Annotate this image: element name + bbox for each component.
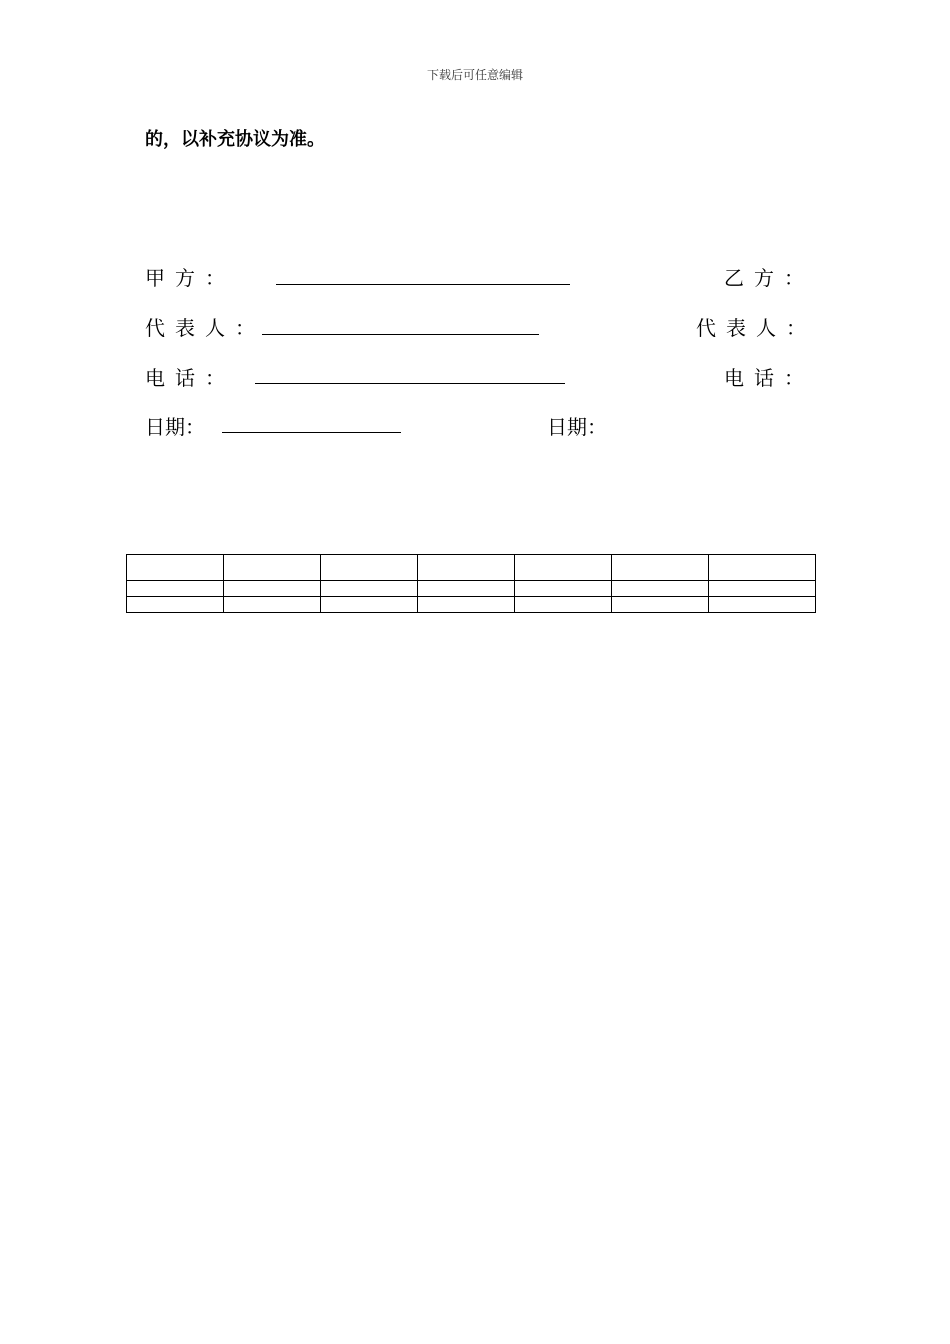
table-cell — [709, 581, 816, 597]
table-row — [127, 581, 816, 597]
table-cell — [418, 581, 515, 597]
party-b-label: 乙方： — [724, 266, 814, 290]
table-cell — [515, 555, 612, 581]
rep-a-signature-line — [262, 334, 539, 335]
table-cell — [612, 555, 709, 581]
date-a-line — [222, 432, 401, 433]
party-a-label: 甲方： — [145, 266, 235, 290]
phone-a-line — [255, 383, 565, 384]
table-cell — [515, 581, 612, 597]
table-cell — [709, 597, 816, 613]
table-cell — [127, 555, 224, 581]
phone-b-label: 电话： — [724, 366, 814, 390]
rep-a-label: 代表人： — [145, 316, 265, 340]
empty-table — [126, 554, 816, 613]
date-b-label: 日期： — [547, 415, 607, 439]
table-cell — [515, 597, 612, 613]
table-cell — [127, 597, 224, 613]
table-cell — [418, 597, 515, 613]
table-cell — [321, 597, 418, 613]
table-cell — [321, 555, 418, 581]
phone-a-label: 电话： — [145, 366, 235, 390]
table-cell — [224, 581, 321, 597]
page-header: 下载后可任意编辑 — [426, 68, 523, 82]
table-cell — [224, 555, 321, 581]
table-cell — [418, 555, 515, 581]
table-cell — [224, 597, 321, 613]
table-cell — [612, 581, 709, 597]
body-paragraph: 的，以补充协议为准。 — [145, 129, 325, 150]
table-cell — [321, 581, 418, 597]
table-cell — [709, 555, 816, 581]
table-cell — [127, 581, 224, 597]
rep-b-label: 代表人： — [696, 316, 816, 340]
party-a-signature-line — [276, 284, 570, 285]
table-row — [127, 597, 816, 613]
date-a-label: 日期： — [145, 415, 205, 439]
table-cell — [612, 597, 709, 613]
table-row — [127, 555, 816, 581]
